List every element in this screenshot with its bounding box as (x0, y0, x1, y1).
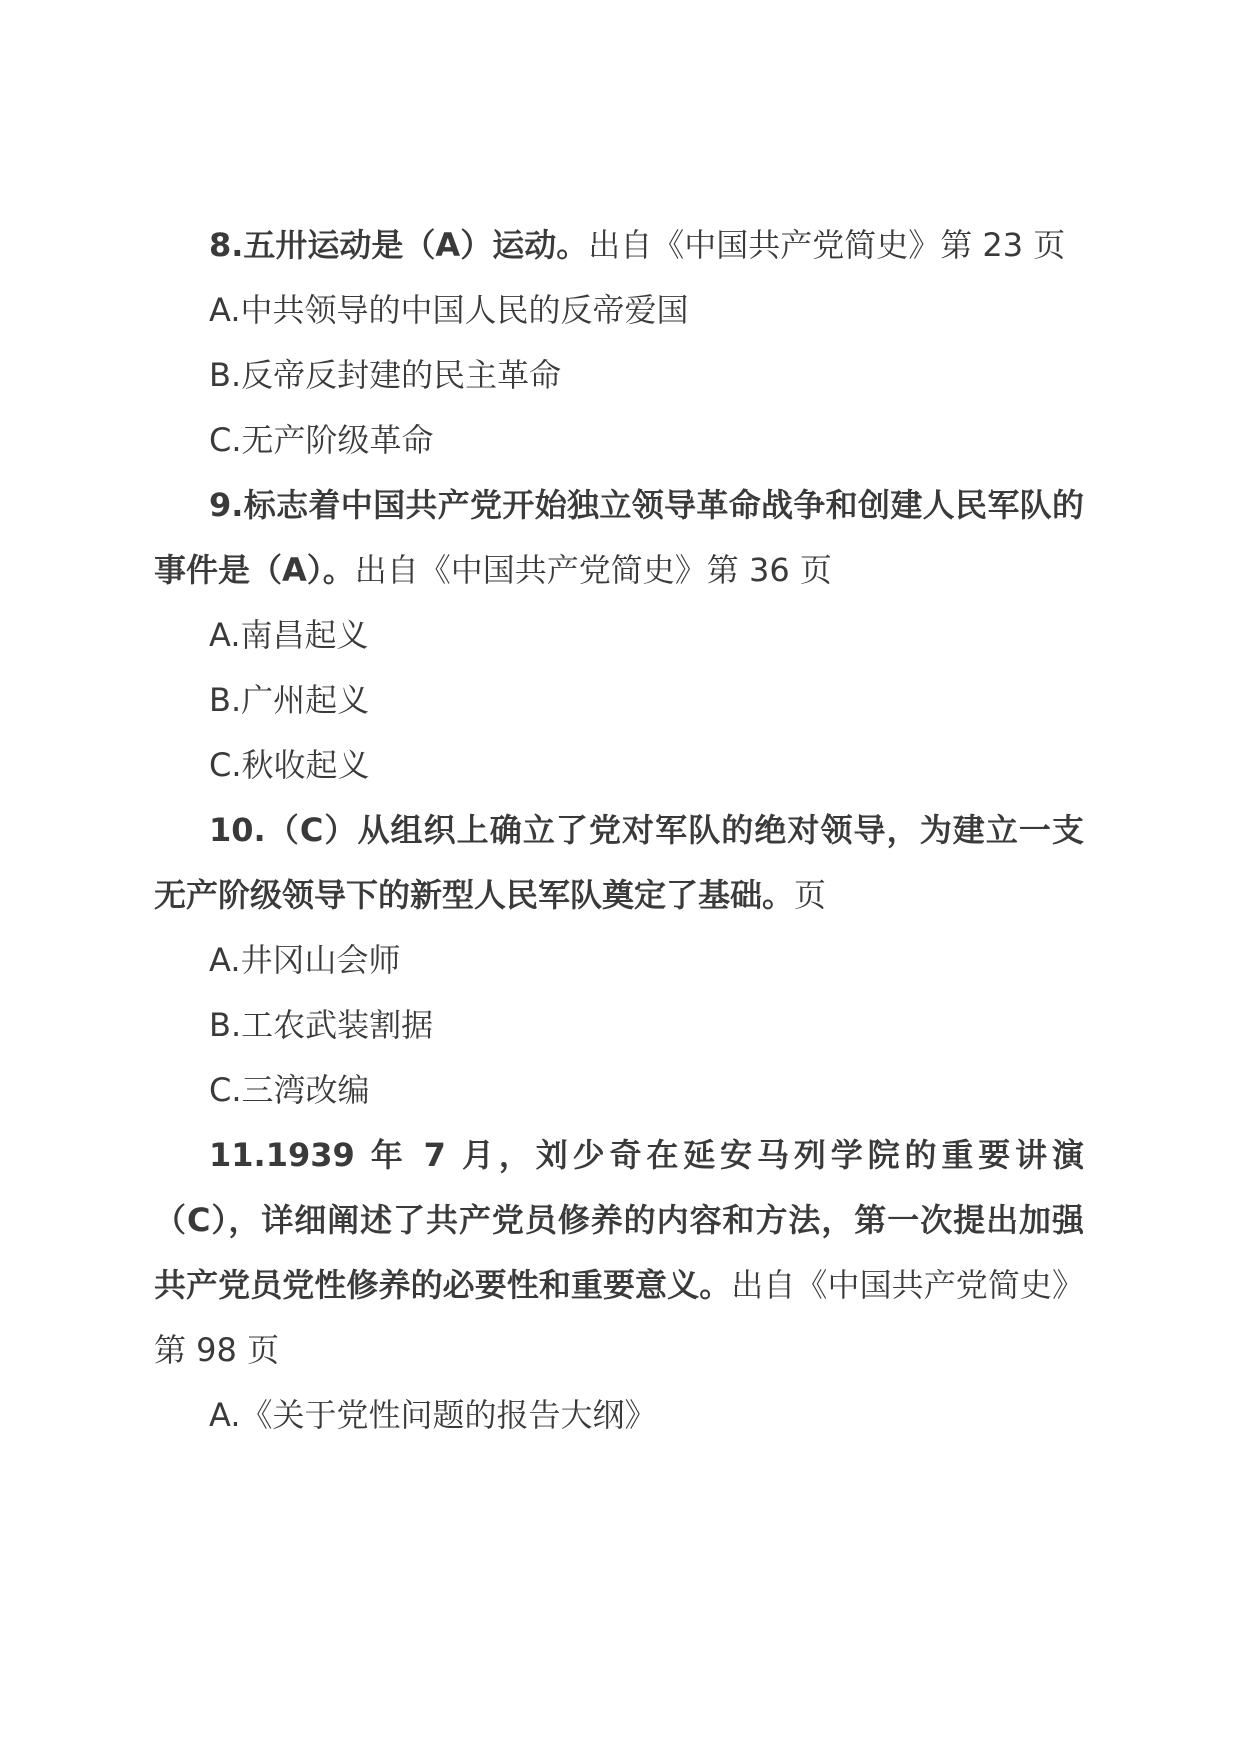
option-b: B.工农武装割据 (209, 1006, 434, 1044)
question-source: 出自《中国共产党简史》第 23 页 (588, 226, 1066, 264)
question-9 (154, 473, 1084, 603)
question-11 (154, 1123, 1084, 1383)
option-b: B.反帝反封建的民主革命 (209, 356, 562, 394)
option-c: C.秋收起义 (209, 746, 370, 784)
option-c: C.无产阶级革命 (209, 421, 434, 459)
question-stem: 9.标志着中国共产党开始独立领导革命战争和创建人民军队的事件是（A）。 (154, 486, 1084, 589)
question-stem: 10.（C）从组织上确立了党对军队的绝对领导，为建立一支无产阶级领导下的新型人民军队奠定了基础。 (154, 811, 1084, 914)
document-page (154, 213, 1084, 1448)
question-source: 出自《中国共产党简史》第 36 页 (354, 551, 832, 589)
option-c: C.三湾改编 (209, 1071, 370, 1109)
option-a: A.南昌起义 (209, 616, 369, 654)
question-stem: 11.1939 年 7 月，刘少奇在延安马列学院的重要讲演（C），详细阐述了共产党员修养的内容和方法，第一次提出加强共产党员党性修养的必要性和重要意义。 (154, 1136, 1084, 1304)
question-8 (154, 213, 1084, 278)
question-stem: 8.五卅运动是（A）运动。 (209, 226, 589, 264)
option-a: A.《关于党性问题的报告大纲》 (209, 1396, 657, 1434)
question-source: 出自《中国共产党简史》第 98 页 (154, 1266, 1084, 1369)
question-10 (154, 798, 1084, 928)
option-a: A.井冈山会师 (209, 941, 401, 979)
option-a: A.中共领导的中国人民的反帝爱国 (209, 291, 689, 329)
option-b: B.广州起义 (209, 681, 370, 719)
question-source: 页 (794, 876, 827, 914)
